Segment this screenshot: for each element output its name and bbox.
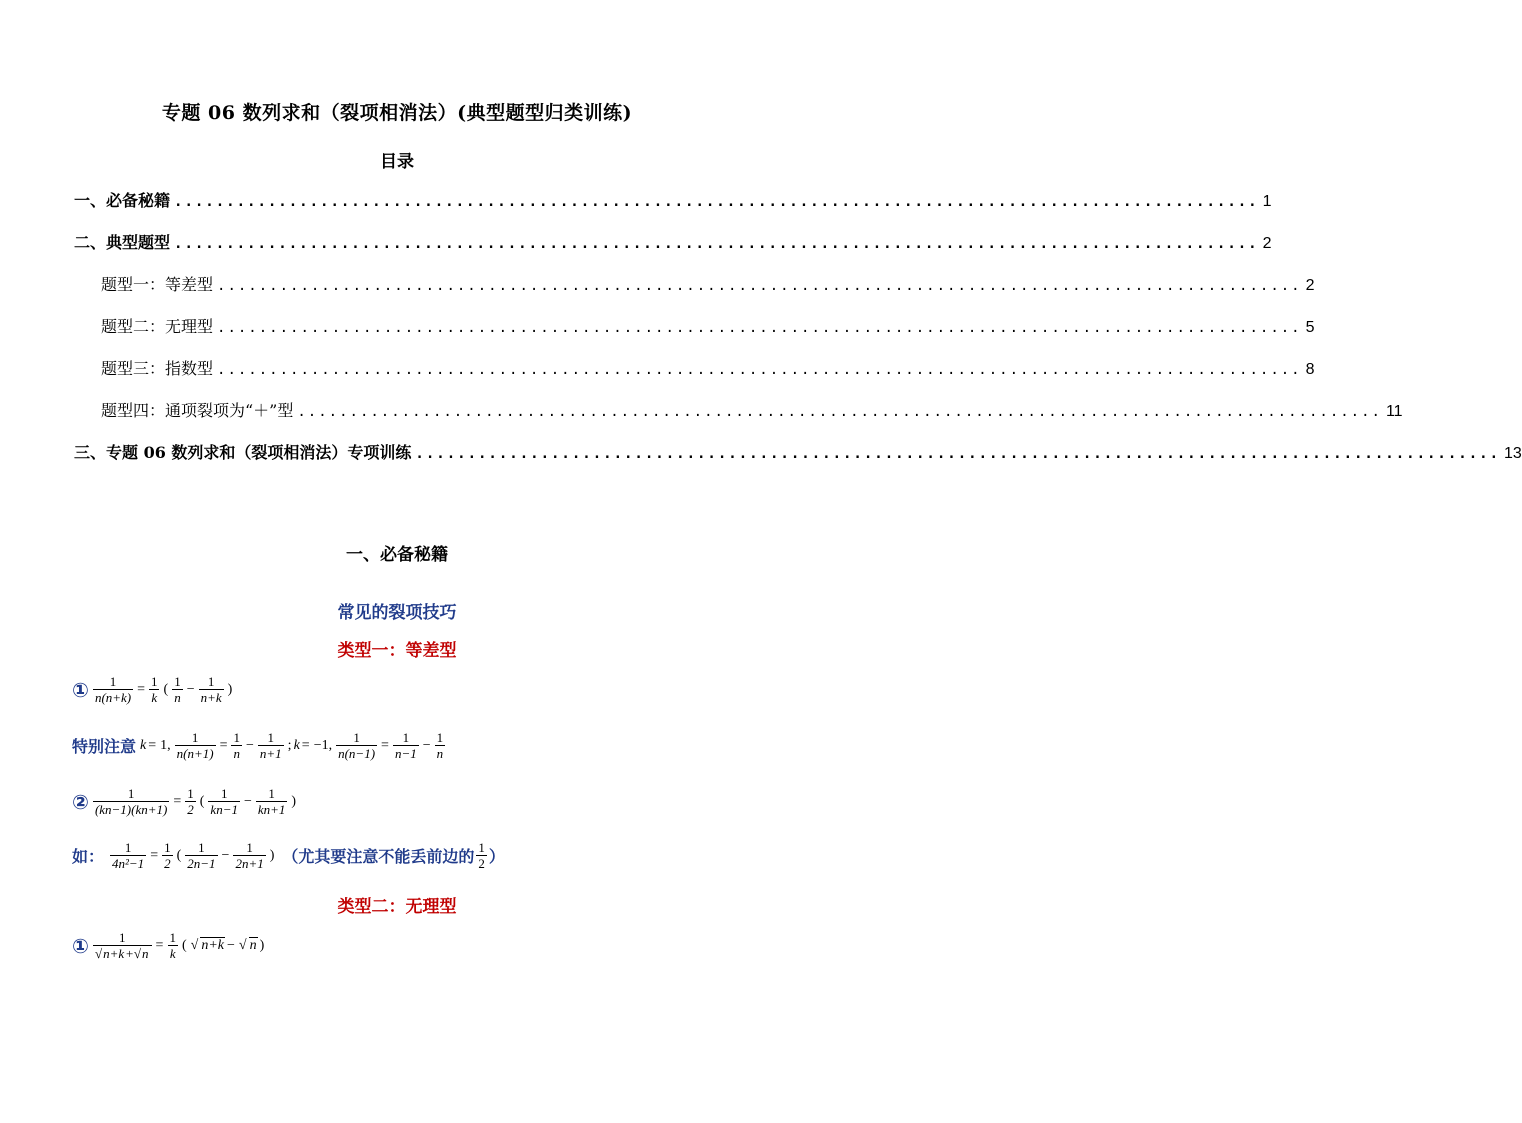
- circled-number-2: ②: [72, 789, 89, 814]
- toc-page-number: 8: [1305, 361, 1315, 378]
- toc-page-number: 11: [1385, 403, 1403, 420]
- section-heading: 一、必备秘籍: [346, 545, 448, 565]
- example-label: 如：: [72, 847, 105, 866]
- toc-leader-dots: ........................................................................................................: [415, 446, 1501, 462]
- toc-item-6[interactable]: [74, 398, 1403, 440]
- toc-item-label: 三、专题 06 数列求和（裂项相消法）专项训练: [74, 443, 412, 462]
- formula-1: ① $\frac{1}{n(n+k)}$ = $\frac{1}{k}$ ( $\frac{1}{n}$ − $\frac{1}{n+k}$ ): [72, 674, 233, 705]
- toc-item-label: 二、典型题型: [74, 233, 171, 252]
- special-note-label: 特别注意: [72, 737, 137, 756]
- formula-3: ① $\frac{1}{√n+k+√n}$ = $\frac{1}{k}$ ( √ n+k − √ n ): [72, 930, 265, 961]
- toc-item-3[interactable]: [74, 272, 1315, 314]
- type1-heading: 类型一：等差型: [337, 641, 457, 661]
- toc-page-number: 2: [1262, 235, 1272, 252]
- special-note-formula: 特别注意 k = 1, $\frac{1}{n(n+1)}$ = $\frac{1}{n}$ − $\frac{1}{n+1}$ ; k = −1, $\frac{1}{n(n-1)}$ = $\frac{1}{n-1}$ − $\frac{1}{n}$: [72, 730, 444, 761]
- example-note-end: ）: [488, 847, 505, 866]
- toc-leader-dots: ........................................................................................................: [174, 236, 1259, 252]
- toc-item-label: 题型四：通项裂项为“＋”型: [101, 401, 294, 420]
- toc-item-label: 一、必备秘籍: [74, 191, 171, 210]
- toc-leader-dots: ........................................................................................................: [297, 404, 1382, 420]
- toc-leader-dots: ........................................................................................................: [217, 320, 1302, 336]
- circled-number-1: ①: [72, 677, 89, 702]
- toc-leader-dots: ........................................................................................................: [217, 362, 1302, 378]
- toc-item-label: 题型一：等差型: [101, 275, 214, 294]
- document-title: 专题 06 数列求和（裂项相消法）(典型题型归类训练): [161, 102, 633, 124]
- toc-page-number: 1: [1262, 193, 1272, 210]
- toc-item-label: 题型三：指数型: [101, 359, 214, 378]
- circled-number-1: ①: [72, 933, 89, 958]
- toc-page-number: 5: [1305, 319, 1315, 336]
- table-of-contents: [74, 188, 1522, 482]
- toc-leader-dots: ........................................................................................................: [174, 194, 1259, 210]
- toc-item-4[interactable]: [74, 314, 1315, 356]
- toc-item-label: 题型二：无理型: [101, 317, 214, 336]
- toc-item-7[interactable]: [74, 440, 1522, 482]
- type2-heading: 类型二：无理型: [337, 897, 457, 917]
- toc-item-5[interactable]: [74, 356, 1315, 398]
- toc-item-1[interactable]: [74, 188, 1272, 230]
- toc-page-number: 13: [1504, 445, 1522, 462]
- example-note: （尤其要注意不能丢前边的: [282, 847, 475, 866]
- formula-2: ② $\frac{1}{(kn-1)(kn+1)}$ = $\frac{1}{2}$ ( $\frac{1}{kn-1}$ − $\frac{1}{kn+1}$ ): [72, 786, 297, 817]
- toc-page-number: 2: [1305, 277, 1315, 294]
- section-subheading: 常见的裂项技巧: [337, 603, 457, 623]
- toc-item-2[interactable]: [74, 230, 1272, 272]
- toc-heading: 目录: [380, 152, 414, 172]
- toc-leader-dots: ........................................................................................................: [217, 278, 1302, 294]
- example-formula: 如： $\frac{1}{\text{4n²−1}}$ = $\frac{1}{2}$ ( $\frac{1}{2n-1}$ − $\frac{1}{2n+1}$ ) （尤其要注意不能丢前边的 $\frac{1}{2}$ ）: [72, 840, 505, 871]
